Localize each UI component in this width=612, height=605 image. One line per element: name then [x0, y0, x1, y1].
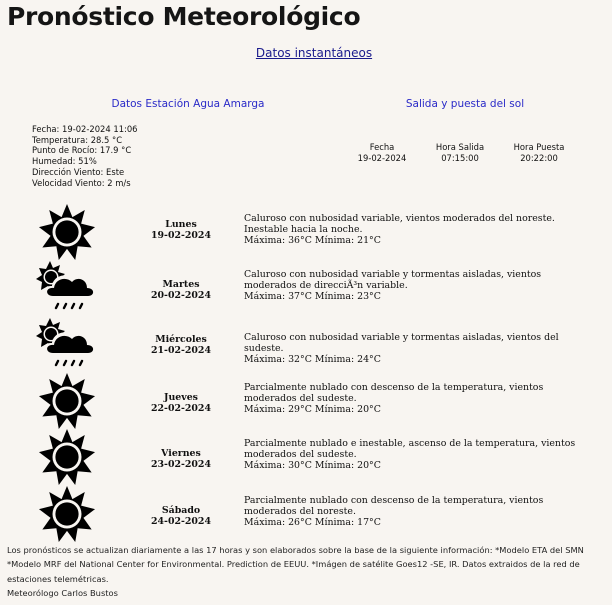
- forecast-description: Caluroso con nubosidad variable, vientos moderados del noreste. Inestable hacia la noche.: [244, 213, 555, 236]
- forecast-description-block: [244, 438, 596, 472]
- sun-cloud-rain-icon: [36, 318, 98, 376]
- forecast-temps: Máxima: 29°C Mínima: 20°C: [244, 404, 381, 416]
- station-data: [32, 124, 138, 188]
- sun-icon: [36, 485, 98, 543]
- forecast-date: 24-02-2024: [151, 516, 211, 527]
- forecast-row: [0, 203, 612, 259]
- forecast-temps: Máxima: 36°C Mínima: 21°C: [244, 235, 381, 247]
- sunset-cell: [494, 142, 584, 163]
- sun-icon: [36, 372, 98, 430]
- station-wind-direction: Dirección Viento: Este: [32, 166, 125, 177]
- sun-date-cell: [337, 142, 427, 163]
- forecast-date: 19-02-2024: [151, 230, 211, 241]
- forecast-day-name: Sábado: [161, 505, 201, 516]
- forecast-day: [140, 448, 222, 470]
- sunrise-label: Hora Salida: [435, 142, 485, 152]
- forecast-row: [0, 428, 612, 484]
- forecast-row: [0, 372, 612, 428]
- station-wind-speed: Velocidad Viento: 2 m/s: [32, 177, 131, 188]
- sunset-label: Hora Puesta: [513, 142, 565, 152]
- forecast-temps: Máxima: 30°C Mínima: 20°C: [244, 460, 381, 472]
- forecast-day-name: Viernes: [161, 448, 201, 459]
- sun-cloud-rain-icon: [36, 261, 98, 319]
- sunset-value: 20:22:00: [520, 152, 558, 163]
- station-dewpoint: Punto de Rocío: 17.9 °C: [32, 145, 132, 156]
- sun-date-value: 19-02-2024: [357, 152, 407, 163]
- station-date: Fecha: 19-02-2024 11:06: [32, 124, 138, 134]
- sun-icon: [36, 428, 98, 486]
- forecast-date: 20-02-2024: [151, 290, 211, 301]
- page-title: Pronóstico Meteorológico: [7, 2, 361, 31]
- forecast-day: [140, 334, 222, 356]
- forecast-temps: Máxima: 32°C Mínima: 24°C: [244, 354, 381, 366]
- forecast-description: Parcialmente nublado con descenso de la temperatura, vientos moderados del sudeste.: [244, 382, 544, 405]
- forecast-description-block: [244, 495, 596, 529]
- forecast-day-name: Jueves: [164, 392, 198, 403]
- forecast-row: [0, 259, 612, 315]
- forecast-day: [140, 279, 222, 301]
- forecast-description: Caluroso con nubosidad variable y tormentas aisladas, vientos moderados de direcciÃ³n variable.: [244, 269, 542, 292]
- instant-data-link[interactable]: Datos instantáneos: [255, 46, 373, 60]
- forecast-description-block: [244, 269, 596, 303]
- forecast-description: Parcialmente nublado con descenso de la temperatura, vientos moderados del noreste.: [244, 495, 544, 518]
- station-humidity: Humedad: 51%: [32, 156, 97, 167]
- forecast-day-name: Miércoles: [155, 334, 207, 345]
- forecast-day: [140, 505, 222, 527]
- sun-date-label: Fecha: [369, 142, 395, 152]
- forecast-row: [0, 485, 612, 541]
- station-temperature: Temperatura: 28.5 °C: [32, 134, 123, 145]
- forecast-day-name: Lunes: [165, 219, 197, 230]
- forecast-temps: Máxima: 26°C Mínima: 17°C: [244, 517, 381, 529]
- footer: [7, 543, 607, 600]
- forecast-day: [140, 219, 222, 241]
- sunrise-value: 07:15:00: [441, 152, 479, 163]
- forecast-day-name: Martes: [162, 279, 200, 290]
- forecast-description-block: [244, 332, 596, 366]
- forecast-date: 21-02-2024: [151, 345, 211, 356]
- forecast-description-block: [244, 213, 596, 247]
- footer-author: Meteorólogo Carlos Bustos: [7, 587, 118, 598]
- sunrise-cell: [415, 142, 505, 163]
- forecast-date: 22-02-2024: [151, 403, 211, 414]
- forecast-date: 23-02-2024: [151, 459, 211, 470]
- sun-heading: Salida y puesta del sol: [405, 98, 525, 110]
- forecast-row: [0, 316, 612, 372]
- footer-note: Los pronósticos se actualizan diariamente a las 17 horas y son elaborados sobre la base de la siguiente información: *Modelo ETA del SMN *Modelo MRF del National Center for Environmental. Prediction de EEUU. *Imágen de satélite Goes12 -SE, IR. Datos extraidos de la red de estaciones telemétricas.: [7, 545, 584, 584]
- forecast-description: Parcialmente nublado e inestable, ascenso de la temperatura, vientos moderados del sudeste.: [244, 438, 576, 461]
- sun-icon: [36, 203, 98, 261]
- forecast-day: [140, 392, 222, 414]
- forecast-description: Caluroso con nubosidad variable y tormentas aisladas, vientos del sudeste.: [244, 332, 559, 355]
- station-heading: Datos Estación Agua Amarga: [111, 98, 265, 110]
- forecast-description-block: [244, 382, 596, 416]
- forecast-temps: Máxima: 37°C Mínima: 23°C: [244, 291, 381, 303]
